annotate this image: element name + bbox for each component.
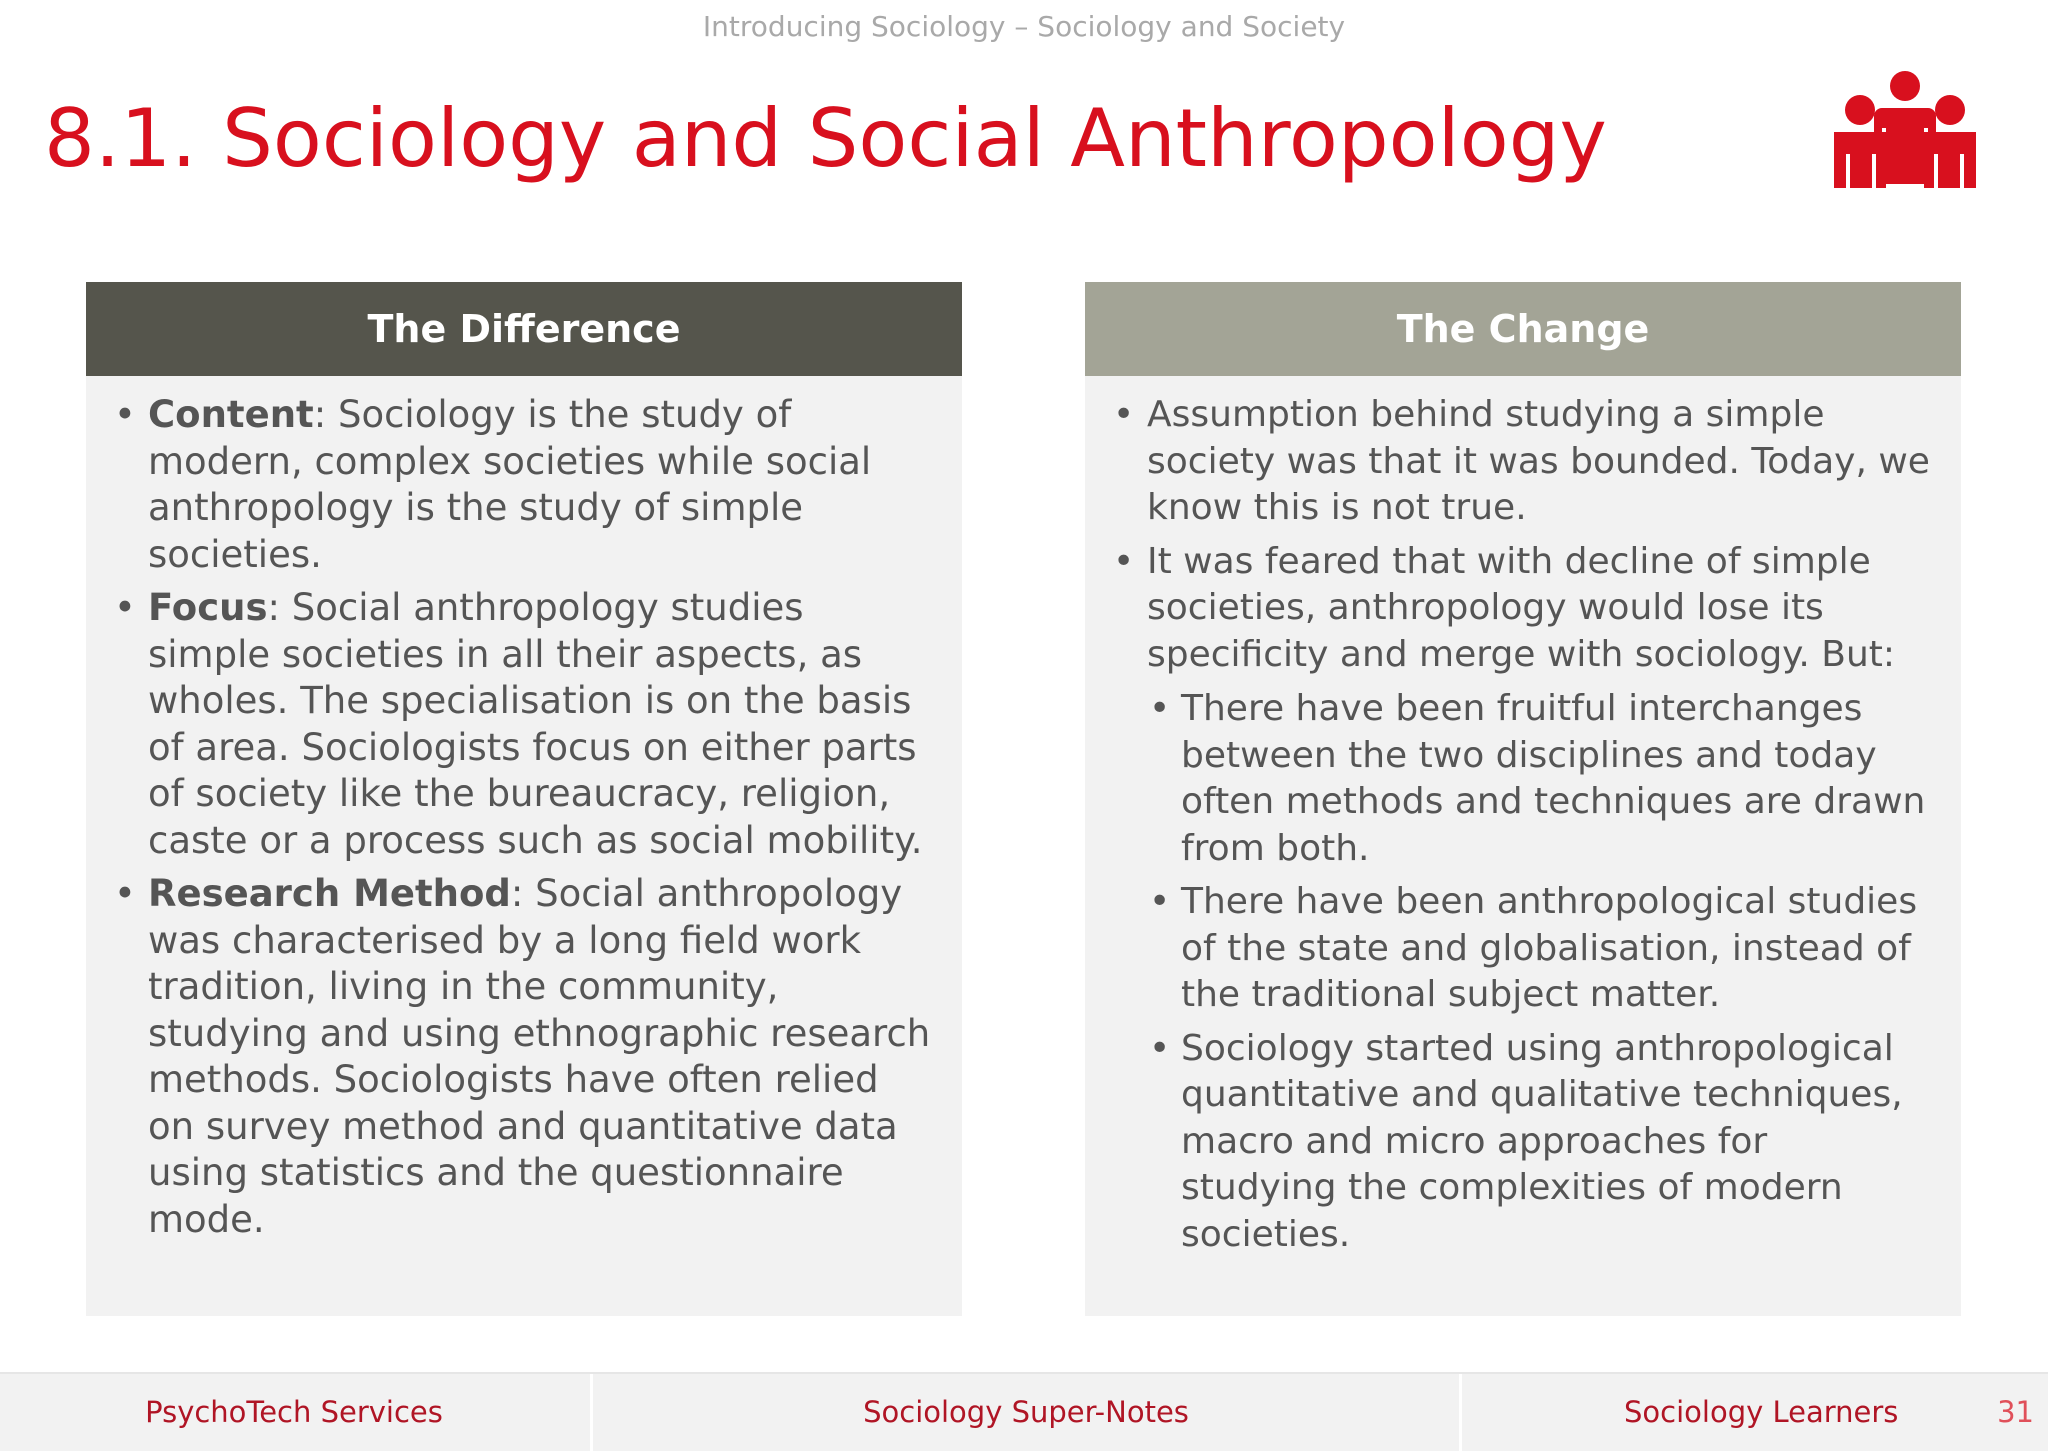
list-item [1111,539,1933,1259]
item-term: Content [148,393,314,436]
footer-right-cell [1462,1374,2048,1451]
item-text: There have been anthropological studies of the state and globalisation, instead of the traditional subject matter. [1181,881,1918,1015]
footer-left-label: PsychoTech Services [145,1395,443,1429]
item-text: : Social anthropology was characterised by a long field work tradition, living in the community, studying and using ethnographic research methods. Sociologists have often relied on survey method and quantitative data using statistics and the questionnaire mode. [148,872,931,1241]
item-text: Sociology started using anthropological quantitative and qualitative techniques, macro and micro approaches for studying the complexities of modern societies. [1181,1027,1903,1255]
sub-list-item [1147,686,1933,872]
difference-list [112,392,934,1243]
footer-right-label: Sociology Learners [1624,1395,1899,1429]
footer-bar [0,1372,2048,1451]
item-text: Assumption behind studying a simple society was that it was bounded. Today, we know this is not true. [1147,394,1930,528]
header-caption: Introducing Sociology – Sociology and Society [702,10,1346,43]
item-term: Research Method [148,872,511,915]
list-item [112,585,934,864]
page-number: 31 [1997,1395,2034,1429]
difference-heading: The Difference [86,282,962,376]
item-term: Focus [148,586,268,629]
change-card [1085,282,1961,1316]
change-sublist [1147,686,1933,1258]
difference-card [86,282,962,1316]
people-group-icon [1830,70,1980,192]
page-title: 8.1. Sociology and Social Anthropology [44,92,1607,185]
change-list [1111,392,1933,1258]
footer-center-label: Sociology Super-Notes [590,1374,1462,1451]
item-text: : Social anthropology studies simple societies in all their aspects, as wholes. The specialisation is on the basis of area. Sociologists focus on either parts of society like the bureaucracy, religion, caste or a process such as social mobility. [148,586,923,862]
sub-list-item [1147,879,1933,1019]
list-item [112,871,934,1243]
change-heading: The Change [1085,282,1961,376]
item-text: : Sociology is the study of modern, complex societies while social anthropology is the study of simple societies. [148,393,872,576]
sub-list-item [1147,1026,1933,1259]
item-text: It was feared that with decline of simple societies, anthropology would lose its specificity and merge with sociology. But: [1147,540,1896,675]
item-text: There have been fruitful interchanges between the two disciplines and today often methods and techniques are drawn from both. [1181,688,1926,869]
list-item [112,392,934,578]
list-item [1111,392,1933,532]
